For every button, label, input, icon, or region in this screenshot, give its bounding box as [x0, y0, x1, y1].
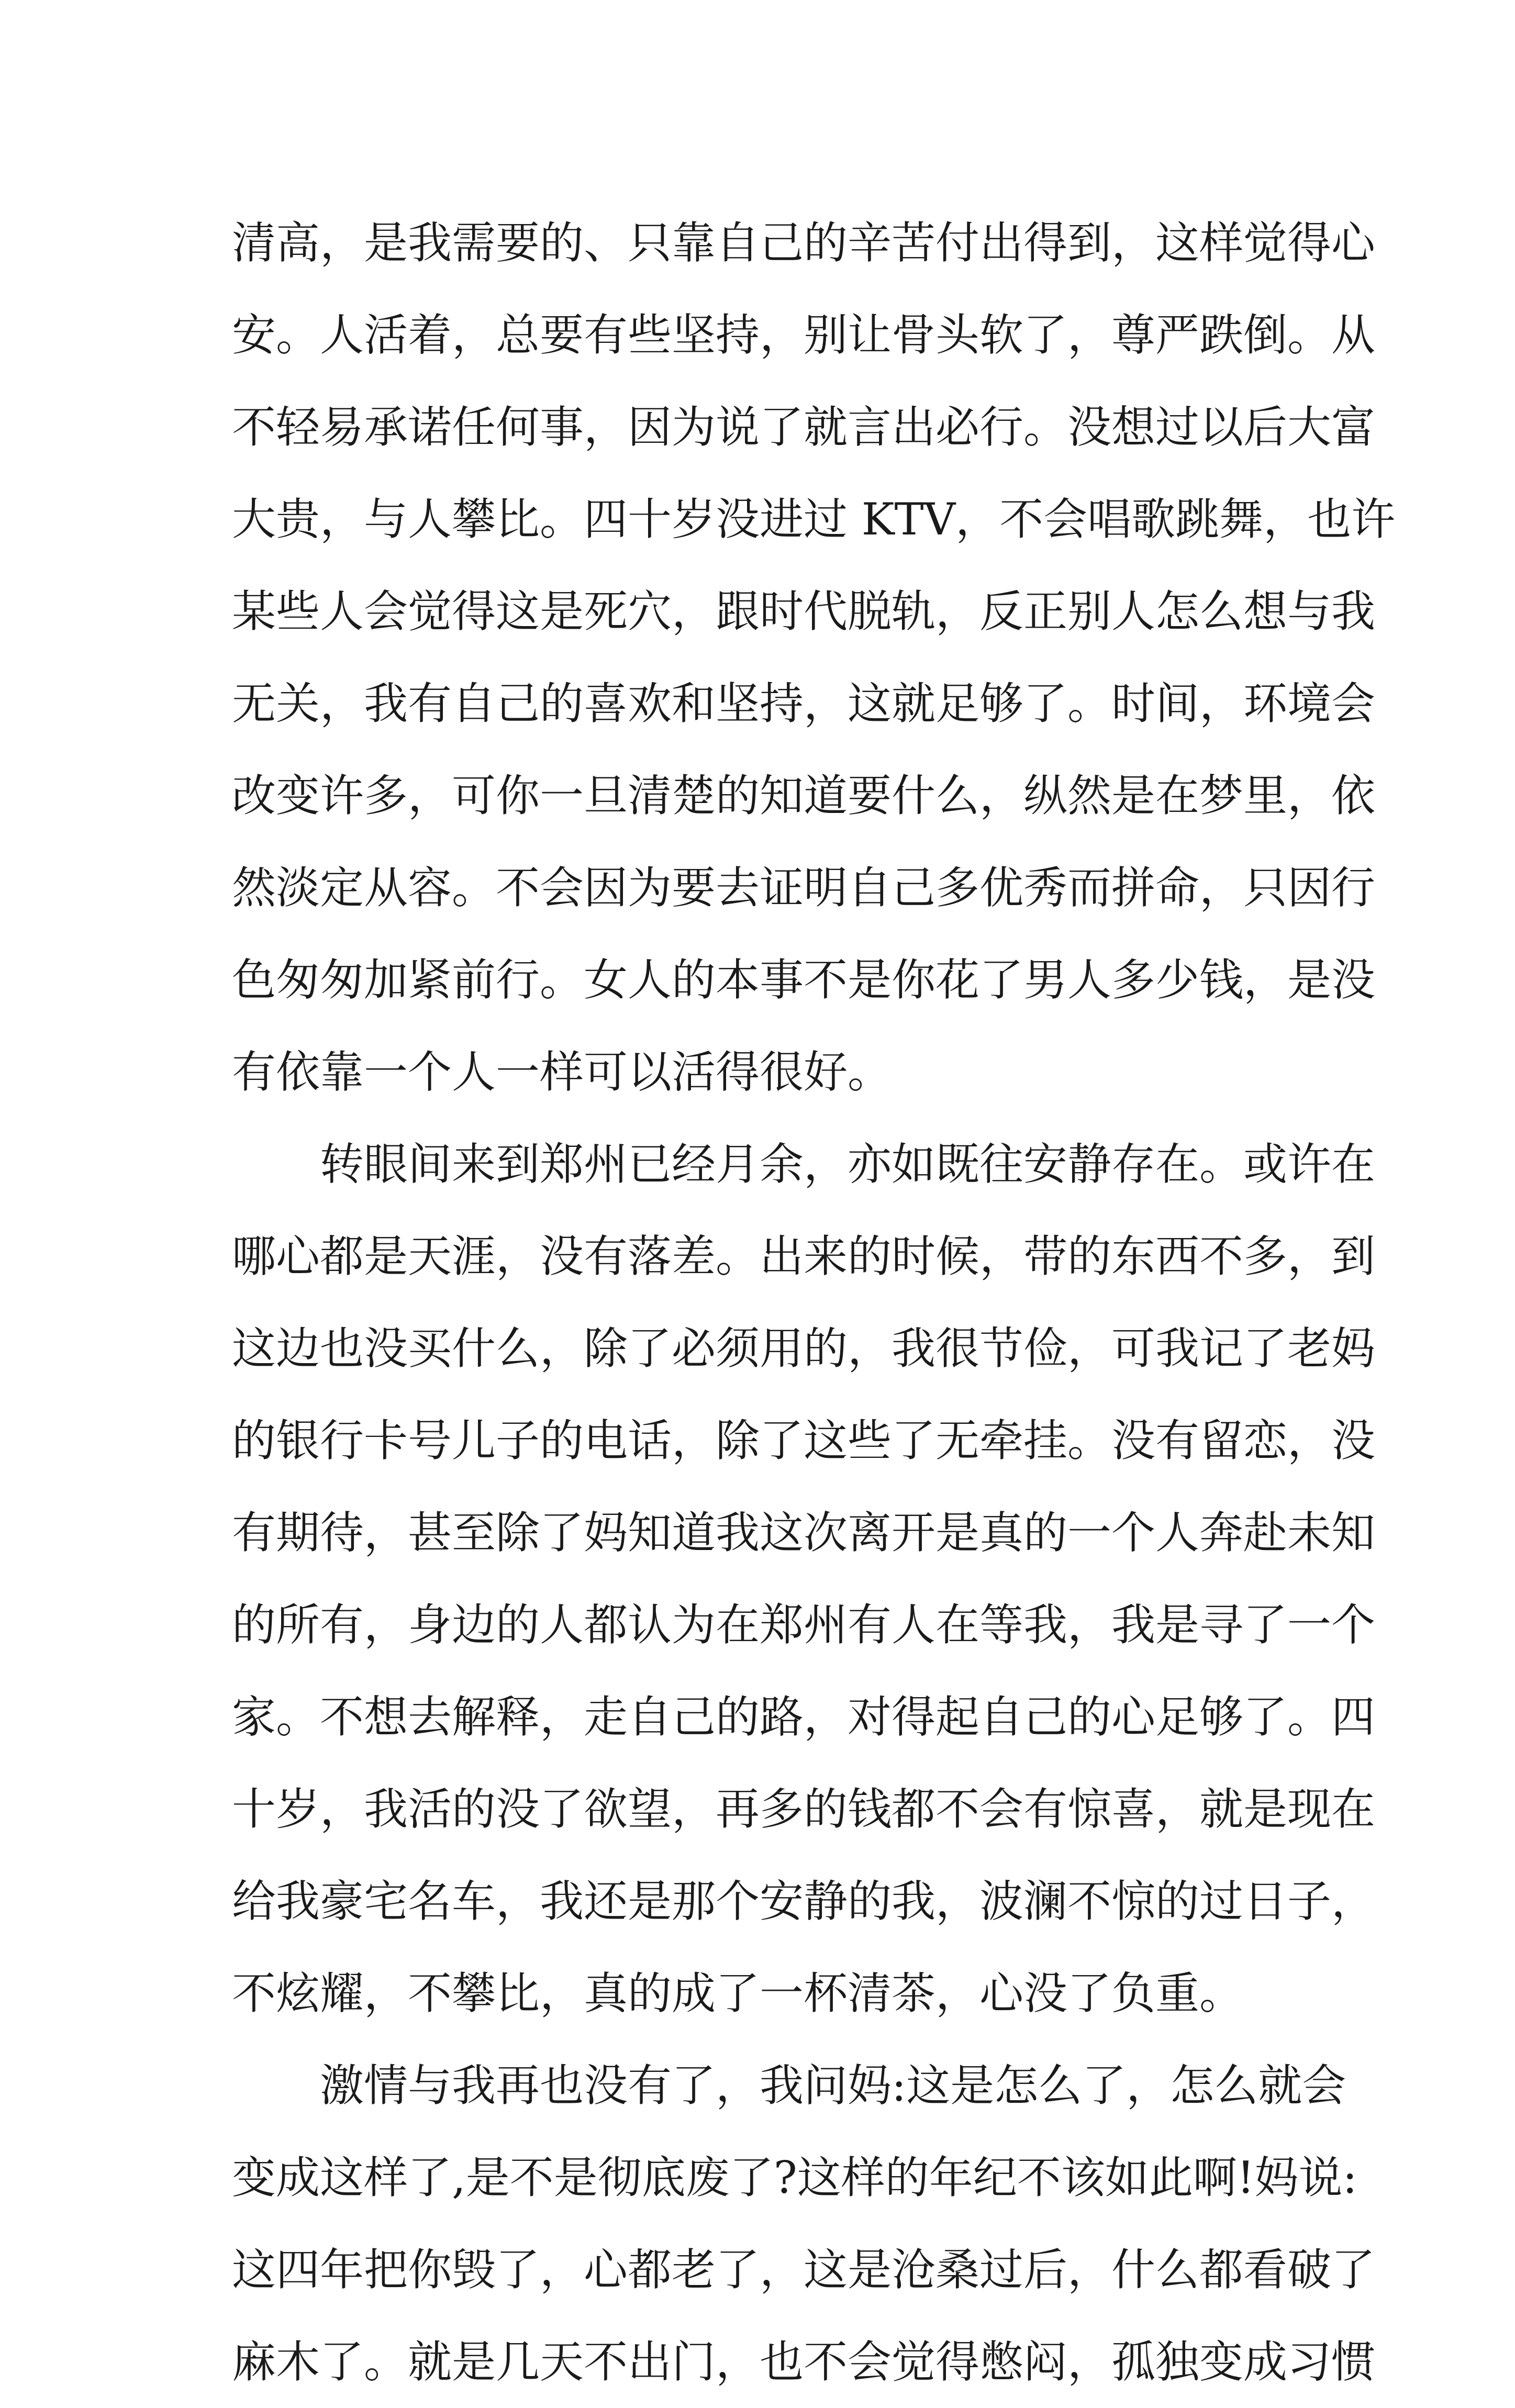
- text-line: 变成这样了,是不是彻底废了?这样的年纪不该如此啊!妈说:: [232, 2152, 1357, 2203]
- text-line: 大贵，与人攀比。四十岁没进过 KTV，不会唱歌跳舞，也许: [232, 494, 1396, 545]
- text-line: 不轻易承诺任何事，因为说了就言出必行。没想过以后大富: [232, 402, 1376, 453]
- text-line: 某些人会觉得这是死穴，跟时代脱轨，反正别人怎么想与我: [232, 586, 1376, 637]
- text-line: 有依靠一个人一样可以活得很好。: [232, 1046, 892, 1098]
- text-line: 清高，是我需要的、只靠自己的辛苦付出得到，这样觉得心: [232, 217, 1376, 269]
- text-line: 有期待，甚至除了妈知道我这次离开是真的一个人奔赴未知: [232, 1507, 1376, 1558]
- text-line: 改变许多，可你一旦清楚的知道要什么，纵然是在梦里，依: [232, 770, 1376, 821]
- paragraph-first-line: 转眼间来到郑州已经月余，亦如既往安静存在。或许在: [320, 1139, 1376, 1190]
- paragraph-first-line: 激情与我再也没有了，我问妈:这是怎么了，怎么就会: [320, 2060, 1346, 2111]
- text-line: 然淡定从容。不会因为要去证明自己多优秀而拼命，只因行: [232, 862, 1376, 913]
- text-line: 给我豪宅名车，我还是那个安静的我，波澜不惊的过日子，: [232, 1876, 1376, 1927]
- text-line: 家。不想去解释，走自己的路，对得起自己的心足够了。四: [232, 1691, 1376, 1743]
- text-line: 安。人活着，总要有些坚持，别让骨头软了，尊严跌倒。从: [232, 309, 1376, 361]
- text-line: 不炫耀，不攀比，真的成了一杯清茶，心没了负重。: [232, 1968, 1244, 2019]
- text-line: 这四年把你毁了，心都老了，这是沧桑过后，什么都看破了: [232, 2244, 1376, 2295]
- text-line: 的所有，身边的人都认为在郑州有人在等我，我是寻了一个: [232, 1599, 1376, 1651]
- body-text: [232, 197, 1396, 2408]
- text-line: 无关，我有自己的喜欢和坚持，这就足够了。时间，环境会: [232, 678, 1376, 729]
- text-line: 色匆匆加紧前行。女人的本事不是你花了男人多少钱，是没: [232, 954, 1376, 1006]
- text-line: 麻木了。就是几天不出门，也不会觉得憋闷，孤独变成习惯: [232, 2336, 1376, 2388]
- text-line: 的银行卡号儿子的电话，除了这些了无牵挂。没有留恋，没: [232, 1415, 1376, 1466]
- text-line: 十岁，我活的没了欲望，再多的钱都不会有惊喜，就是现在: [232, 1783, 1376, 1835]
- text-line: 这边也没买什么，除了必须用的，我很节俭，可我记了老妈: [232, 1323, 1376, 1374]
- text-line: 哪心都是天涯，没有落差。出来的时候，带的东西不多，到: [232, 1231, 1376, 1282]
